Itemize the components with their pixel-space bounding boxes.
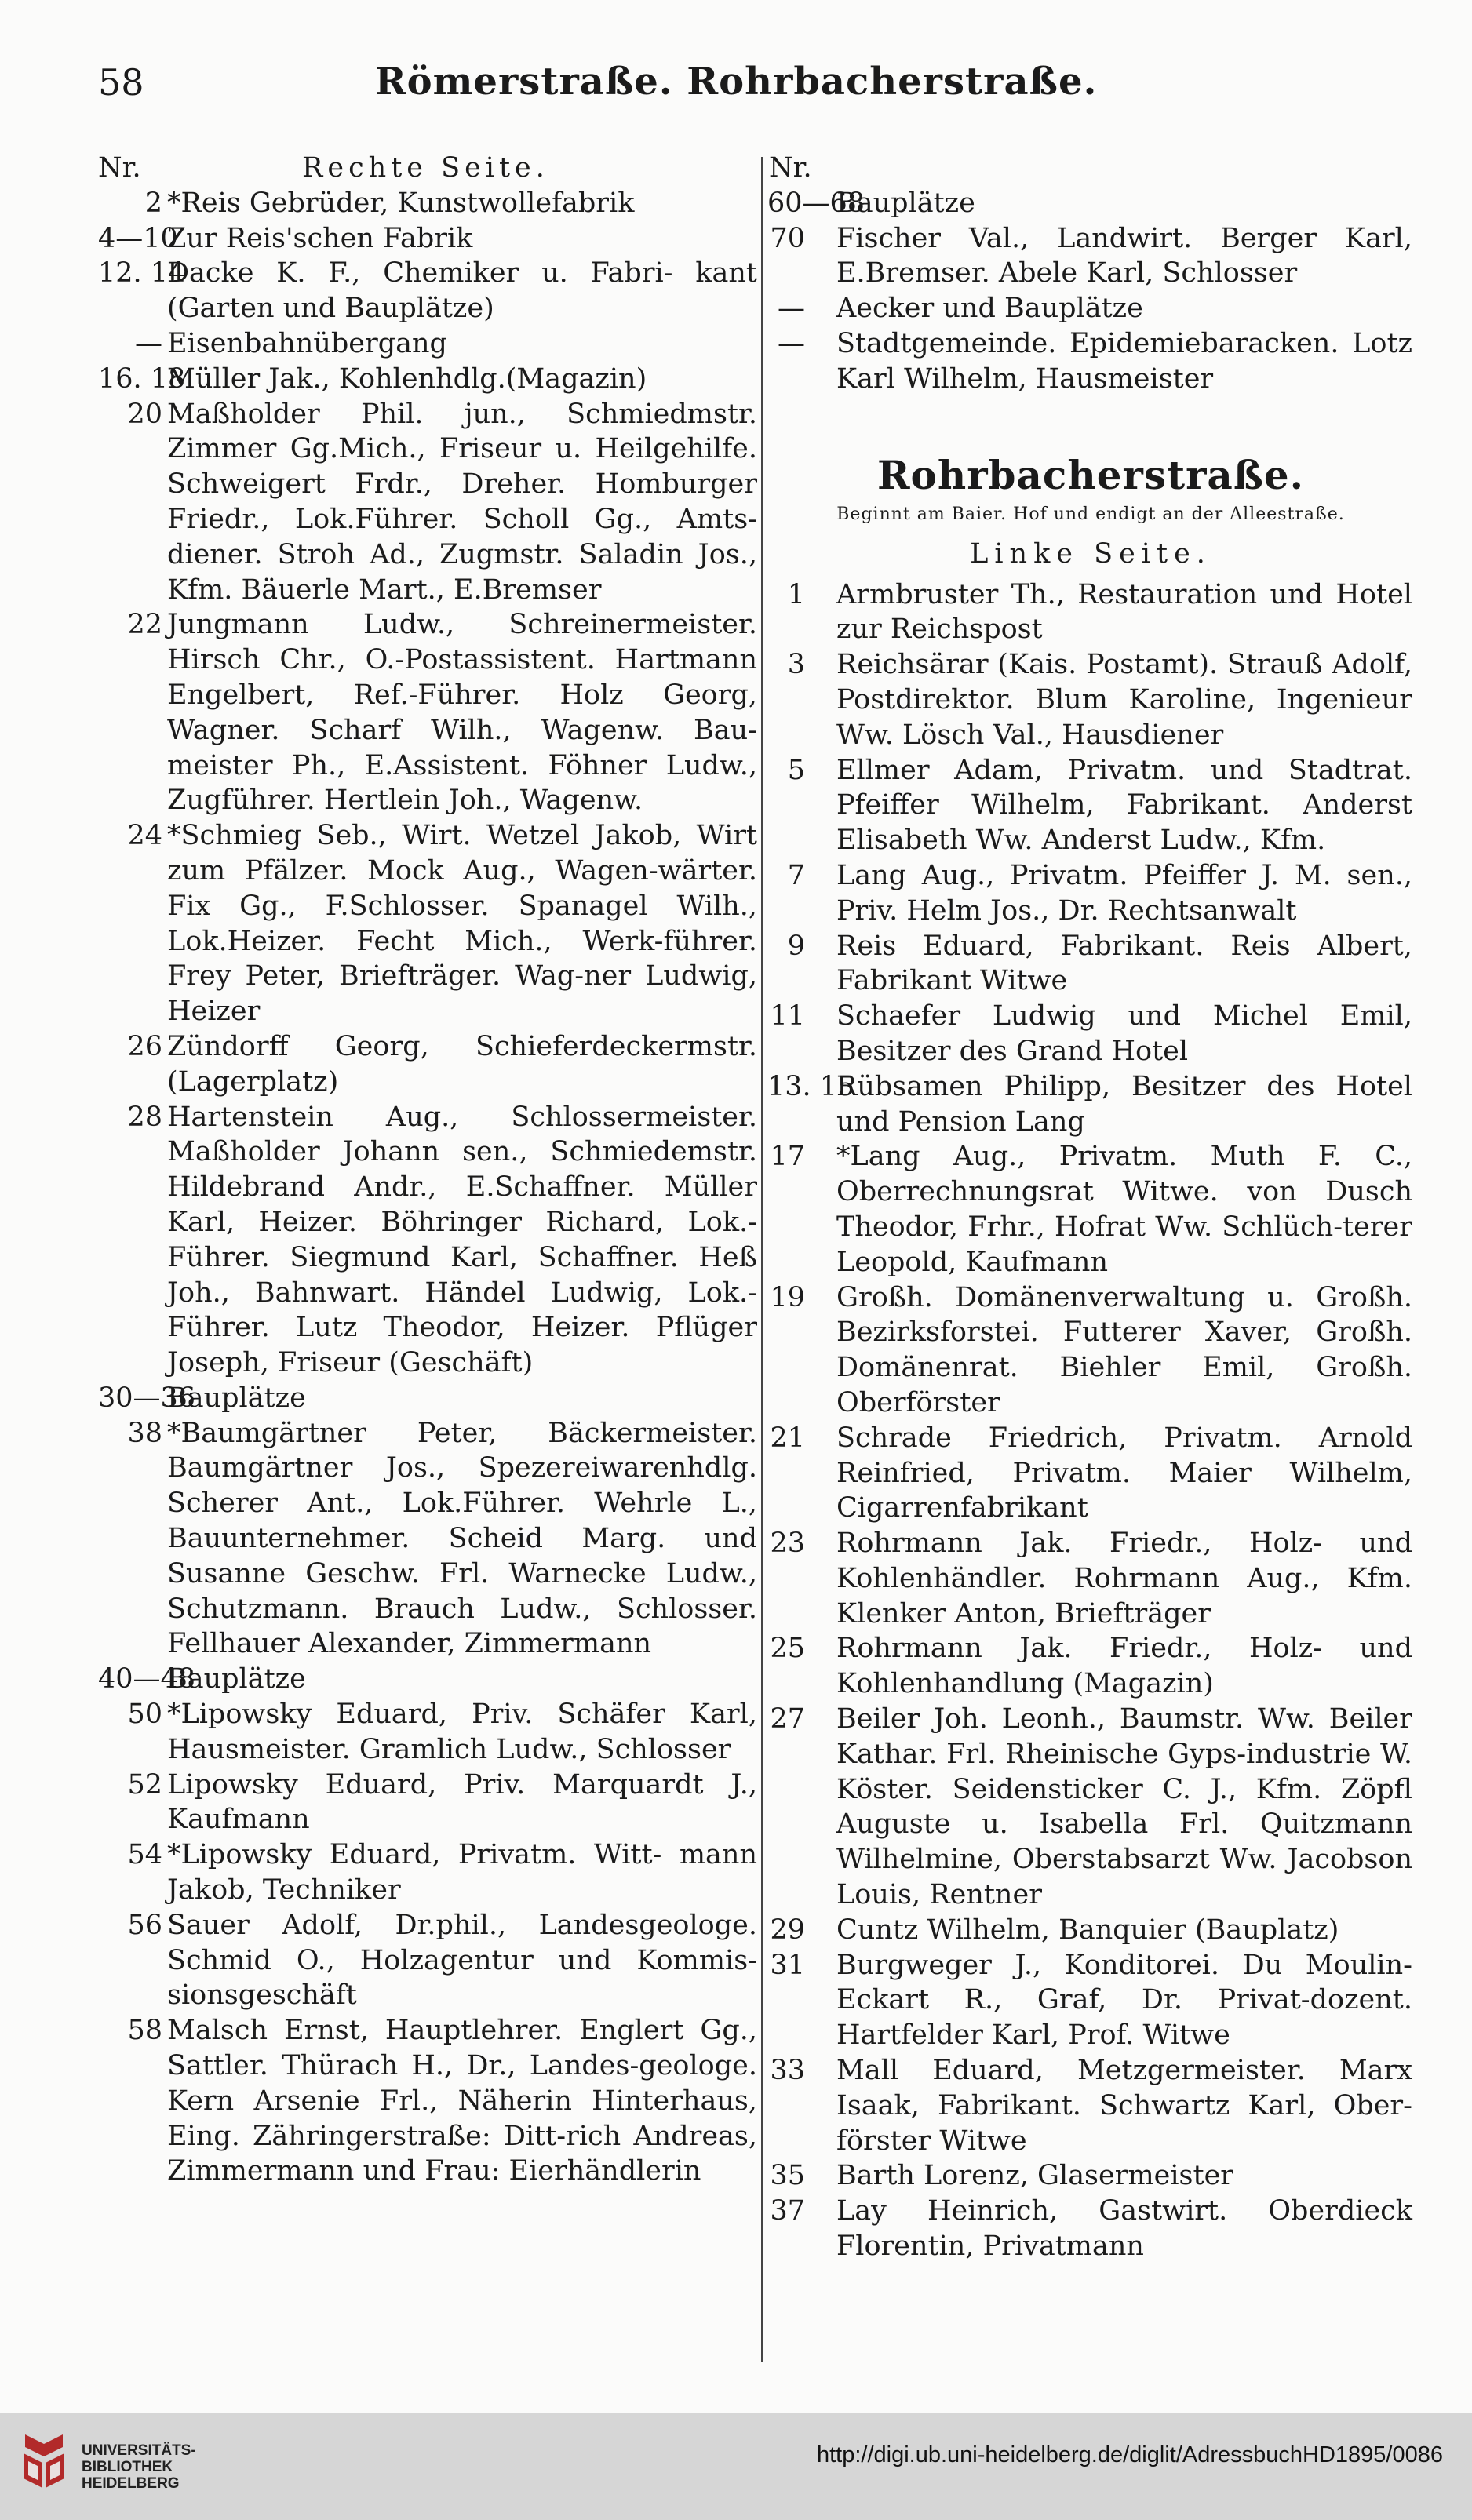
entry-first-line: *Reis Gebrüder, Kunstwollefabrik [167, 187, 635, 219]
house-number: — [135, 327, 162, 359]
resident-text [836, 2053, 1412, 2158]
entry-first-line: *Schmieg Seb., Wirt. Wetzel Jakob, [167, 820, 682, 852]
resident-text [836, 291, 1412, 326]
directory-entry [769, 186, 1412, 221]
directory-entry [769, 221, 1412, 292]
directory-entry [98, 1662, 757, 1697]
directory-entry [769, 1702, 1412, 1913]
side-heading-right: Rechte Seite. [302, 152, 549, 184]
house-number: 7 [787, 859, 805, 891]
directory-entry [769, 326, 1412, 397]
directory-entry [769, 577, 1412, 648]
entry-first-line: Bauplätze [836, 187, 975, 219]
house-number: 33 [770, 2055, 805, 2087]
entry-continuation: Adolf, Postdirektor. Blum Karoline, Ingenieur Ww. Lösch Val., Hausdiener [836, 649, 1412, 751]
resident-text [836, 1702, 1412, 1913]
directory-entry [98, 397, 757, 608]
directory-entry [98, 1100, 757, 1381]
directory-entry [98, 1381, 757, 1416]
directory-entry [98, 186, 757, 221]
directory-entry [769, 1421, 1412, 1526]
entry-first-line: Lay Heinrich, Gastwirt. Oberdieck [836, 2195, 1412, 2227]
directory-entry [769, 291, 1412, 326]
entry-continuation: Isaak, Fabrikant. Schwartz Karl, Ober-förster Witwe [836, 2089, 1412, 2157]
entry-first-line: Hartenstein Aug., Schlossermeister. [167, 1101, 757, 1133]
entry-first-line: Reichsärar (Kais. Postamt). Strauß [836, 649, 1323, 681]
entry-continuation: Reinfried, Privatm. Maier Wilhelm, Cigarrenfabrikant [836, 1457, 1412, 1524]
house-number: 23 [770, 1528, 805, 1560]
resident-text [167, 1837, 757, 1908]
house-number: 11 [770, 1000, 805, 1032]
directory-entry [98, 1837, 757, 1908]
entry-first-line: Rübsamen Philipp, Besitzer des [836, 1070, 1315, 1102]
house-number: 19 [770, 1281, 805, 1313]
house-number: 40—48 [98, 1663, 196, 1695]
house-number: 4—10 [98, 222, 178, 254]
entry-continuation: Hotel zur Reichspost [836, 578, 1412, 646]
entry-continuation: Kohlenhändler. Rohrmann Aug., Kfm. Klenker Anton, Briefträger [836, 1562, 1412, 1630]
entry-first-line: *Lipowsky Eduard, Privatm. Witt- [167, 1839, 662, 1871]
entry-first-line: Reis Eduard, Fabrikant. Reis Albert, [836, 930, 1412, 962]
directory-entry [769, 647, 1412, 752]
right-column [769, 151, 1412, 2264]
house-number: 54 [127, 1839, 162, 1871]
right-column-header [769, 151, 1412, 186]
resident-text [167, 1768, 757, 1838]
entry-first-line: Dacke K. F., Chemiker u. Fabri- [167, 257, 673, 290]
entry-continuation: Baumgärtner Jos., Spezereiwarenhdlg. Scherer Ant., Lok.Führer. Wehrle L., Bauunternehmer. Scheid Marg. und Susanne Geschw. Frl. Warnecke Ludw., Schutzmann. Brauch Ludw., Schlosser. Fellhauer Alexander, Zimmermann [167, 1452, 757, 1660]
house-number: 28 [127, 1101, 162, 1133]
directory-entry [769, 1280, 1412, 1421]
entry-continuation: Pfeiffer Wilhelm, Fabrikant. Anderst Elisabeth Ww. Anderst Ludw., Kfm. [836, 789, 1412, 857]
institution-line: BIBLIOTHEK [82, 2459, 173, 2475]
house-number: 35 [770, 2160, 805, 2192]
entry-continuation: Gg., Sattler. Thürach H., Dr., Landes-geologe. Kern Arsenie Frl., Näherin Hinterhaus, Eing. Zähringerstraße: Ditt-rich Andreas, Zimmermann und Frau: Eierhändlerin [167, 2015, 757, 2187]
entry-first-line: Bauplätze [167, 1382, 306, 1414]
entry-continuation: kant (Garten und Bauplätze) [167, 257, 757, 325]
entry-first-line: Lipowsky Eduard, Priv. Marquardt [167, 1768, 704, 1801]
house-number-heading: Nr. [769, 152, 812, 184]
house-number: 12. 14 [98, 257, 186, 290]
resident-text [836, 753, 1412, 858]
house-number: 20 [127, 398, 162, 430]
house-number: 2 [144, 187, 162, 219]
house-number: 1 [787, 578, 805, 610]
entry-first-line: Maßholder Phil. jun., Schmiedmstr. [167, 398, 757, 430]
entry-first-line: Sauer Adolf, Dr.phil., Landesgeologe. [167, 1909, 757, 1941]
entry-first-line: Großh. Domänenverwaltung u. [836, 1281, 1294, 1313]
entry-continuation: (Lagerplatz) [167, 1065, 339, 1098]
entry-first-line: *Lipowsky Eduard, Priv. Schäfer [167, 1699, 665, 1731]
institution-name [82, 2442, 196, 2492]
entry-first-line: Zündorff Georg, Schieferdeckermstr. [167, 1030, 757, 1062]
entry-first-line: Cuntz Wilhelm, Banquier (Bauplatz) [836, 1914, 1339, 1946]
entry-first-line: Rohrmann Jak. Friedr., Holz- und [836, 1528, 1412, 1560]
entry-first-line: *Lang Aug., Privatm. Muth F. C., [836, 1141, 1412, 1173]
entry-continuation: Zimmer Gg.Mich., Friseur u. Heilgehilfe. Schweigert Frdr., Dreher. Homburger Friedr., Lok.Führer. Scholl Gg., Amts-diener. Stroh Ad., Zugmstr. Saladin Jos., Kfm. Bäuerle Mart., E.Bremser [167, 433, 757, 606]
resident-text [167, 607, 757, 818]
left-column-header [98, 151, 757, 186]
resident-text [167, 326, 757, 362]
directory-entry [98, 326, 757, 362]
entry-continuation: J., Kaufmann [167, 1768, 757, 1836]
resident-text [167, 1908, 757, 2013]
entry-first-line: Beiler Joh. Leonh., Baumstr. Ww. [836, 1703, 1315, 1735]
resident-text [836, 1526, 1412, 1631]
institution-line: UNIVERSITÄTS- [82, 2442, 196, 2459]
house-number: 27 [770, 1703, 805, 1735]
resident-text [836, 221, 1412, 292]
directory-entry [769, 858, 1412, 929]
entry-continuation: mann Jakob, Techniker [167, 1839, 757, 1906]
entry-continuation: Wirt zum Pfälzer. Mock Aug., Wagen-wärter. Fix Gg., F.Schlosser. Spanagel Wilh., Lok.Heizer. Fecht Mich., Werk-führer. Frey Peter, Briefträger. Wag-ner Ludwig, Heizer [167, 820, 757, 1028]
entry-continuation: Oberrechnungsrat Witwe. von Dusch Theodor, Frhr., Hofrat Ww. Schlüch-terer Leopold, Kaufmann [836, 1176, 1412, 1278]
house-number: 9 [787, 930, 805, 962]
directory-entry [769, 1139, 1412, 1280]
directory-entry [769, 1069, 1412, 1140]
resident-text [836, 929, 1412, 1000]
resident-text [836, 1948, 1412, 2053]
entry-continuation: Moulin-Eckart R., Graf, Dr. Privat-dozent. Hartfelder Karl, Prof. Witwe [836, 1949, 1412, 2052]
directory-entry [98, 2013, 757, 2189]
directory-entry [769, 2053, 1412, 2158]
entry-first-line: Ellmer Adam, Privatm. und Stadtrat. [836, 754, 1412, 786]
house-number: 31 [770, 1949, 805, 1981]
directory-entry [98, 607, 757, 818]
resident-text [836, 1069, 1412, 1140]
resident-text [167, 1662, 757, 1697]
resident-text [167, 256, 757, 326]
resident-text [167, 397, 757, 608]
directory-entry [769, 1526, 1412, 1631]
directory-entry [98, 362, 757, 397]
resident-text [836, 326, 1412, 397]
entry-first-line: Fischer Val., Landwirt. Berger Karl, [836, 222, 1412, 254]
house-number: 24 [127, 820, 162, 852]
roemerstrasse-continuation [769, 186, 1412, 397]
house-number: 70 [770, 222, 805, 254]
entry-first-line: Barth Lorenz, Glasermeister [836, 2160, 1234, 2192]
entry-continuation: Florentin, Privatmann [836, 2230, 1144, 2263]
house-number: 26 [127, 1030, 162, 1062]
house-number: 22 [127, 609, 162, 641]
entry-first-line: Rohrmann Jak. Friedr., Holz- und [836, 1633, 1412, 1665]
resident-text [836, 577, 1412, 648]
resident-text [836, 1421, 1412, 1526]
resident-text [167, 1697, 757, 1768]
source-url[interactable]: http://digi.ub.uni-heidelberg.de/diglit/AdressbuchHD1895/0086 [816, 2442, 1443, 2467]
resident-text [836, 999, 1412, 1069]
entry-continuation: E.Bremser. Abele Karl, Schlosser [836, 257, 1298, 290]
footer-bar [0, 2413, 1472, 2520]
entry-first-line: Lang Aug., Privatm. Pfeiffer J. M. [836, 859, 1332, 891]
directory-entry [98, 1416, 757, 1662]
page-number: 58 [98, 61, 144, 104]
house-number: — [778, 293, 805, 325]
directory-entry [98, 1697, 757, 1768]
resident-text [836, 858, 1412, 929]
entry-first-line: Schrade Friedrich, Privatm. Arnold [836, 1422, 1412, 1454]
entry-first-line: Malsch Ernst, Hauptlehrer. Englert [167, 2015, 684, 2047]
house-number: 17 [770, 1141, 805, 1173]
entry-continuation: Beiler Kathar. Frl. Rheinische Gyps-industrie W. Köster. Seidensticker C. J., Kfm. Zöpfl Auguste u. Isabella Frl. Quitzmann Wilhelmine, Oberstabsarzt Ww. Jacobson Louis, Rentner [836, 1703, 1412, 1911]
house-number: — [778, 327, 805, 359]
resident-text [836, 647, 1412, 752]
resident-text [167, 221, 757, 257]
resident-text [836, 2194, 1412, 2264]
house-number: 13. 15 [767, 1070, 855, 1102]
entry-continuation: Lotz Karl Wilhelm, Hausmeister [836, 327, 1412, 395]
entry-first-line: Armbruster Th., Restauration und [836, 578, 1324, 610]
column-divider [761, 157, 763, 2362]
entry-first-line: Jungmann Ludw., Schreinermeister. [167, 609, 757, 641]
house-number-heading: Nr. [98, 152, 141, 184]
resident-text [167, 2013, 757, 2189]
institution-line: HEIDELBERG [82, 2475, 180, 2492]
left-column [98, 151, 757, 2189]
house-number: 30—36 [98, 1382, 196, 1414]
directory-entry [98, 818, 757, 1029]
resident-text [836, 2158, 1412, 2194]
directory-entry [769, 999, 1412, 1069]
directory-entry [769, 2158, 1412, 2194]
street-title: Rohrbacherstraße. [876, 451, 1305, 498]
directory-entry [769, 1948, 1412, 2053]
resident-text [167, 1029, 757, 1100]
resident-text [167, 1381, 757, 1416]
entry-continuation: Hotel und Pension Lang [836, 1070, 1412, 1138]
resident-text [167, 186, 757, 221]
directory-entry [769, 2194, 1412, 2264]
directory-entry [769, 753, 1412, 858]
house-number: 38 [127, 1417, 162, 1449]
directory-entry [98, 1768, 757, 1838]
resident-text [836, 1631, 1412, 1702]
entry-continuation: Karl, Hausmeister. Gramlich Ludw., Schlosser [167, 1699, 757, 1765]
entry-continuation: Großh. Bezirksforstei. Futterer Xaver, Großh. Domänenrat. Biehler Emil, Großh. Oberförster [836, 1281, 1412, 1418]
resident-text [836, 186, 1412, 221]
directory-entry [769, 929, 1412, 1000]
resident-text [836, 1139, 1412, 1280]
university-seal-icon [17, 2430, 72, 2491]
directory-entry [769, 1631, 1412, 1702]
entry-first-line: Zur Reis'schen Fabrik [167, 222, 473, 254]
side-heading-left: Linke Seite. [970, 537, 1211, 570]
house-number: 21 [770, 1422, 805, 1454]
entry-continuation: Besitzer des Grand Hotel [836, 1035, 1189, 1067]
entry-continuation: Kohlenhandlung (Magazin) [836, 1668, 1214, 1700]
resident-text [836, 1913, 1412, 1948]
resident-text [167, 818, 757, 1029]
page-header [0, 0, 1472, 149]
entry-first-line: Mall Eduard, Metzgermeister. Marx [836, 2055, 1412, 2087]
directory-entry [98, 256, 757, 326]
resident-text [167, 1416, 757, 1662]
entry-first-line: Schaefer Ludwig und Michel Emil, [836, 1000, 1412, 1032]
house-number: 3 [787, 649, 805, 681]
entry-continuation: Fabrikant Witwe [836, 965, 1068, 997]
house-number: 5 [787, 754, 805, 786]
entry-first-line: Stadtgemeinde. Epidemiebaracken. [836, 327, 1339, 359]
house-number: 50 [127, 1699, 162, 1731]
house-number: 56 [127, 1909, 162, 1941]
resident-text [167, 1100, 757, 1381]
house-number: 60—68 [767, 187, 865, 219]
entry-first-line: *Baumgärtner Peter, Bäckermeister. [167, 1417, 757, 1449]
entry-continuation: Schmid O., Holzagentur und Kommis-sionsgeschäft [167, 1944, 757, 2012]
entry-continuation: sen., Priv. Helm Jos., Dr. Rechtsanwalt [836, 859, 1412, 927]
house-number: 52 [127, 1768, 162, 1801]
entry-first-line: Aecker und Bauplätze [836, 293, 1143, 325]
entry-continuation: Maßholder Johann sen., Schmiedemstr. Hildebrand Andr., E.Schaffner. Müller Karl, Heizer. Böhringer Richard, Lok.-Führer. Siegmund Karl, Schaffner. Heß Joh., Bahnwart. Händel Ludwig, Lok.-Führer. Lutz Theodor, Heizer. Pflüger Joseph, Friseur (Geschäft) [167, 1136, 757, 1379]
entry-continuation: Hirsch Chr., O.-Postassistent. Hartmann Engelbert, Ref.-Führer. Holz Georg, Wagner. Scharf Wilh., Wagenw. Bau-meister Ph., E.Assistent. Föhner Ludw., Zugführer. Hertlein Joh., Wagenw. [167, 644, 757, 817]
entry-first-line: Eisenbahnübergang [167, 327, 447, 359]
resident-text [167, 362, 757, 397]
directory-entry [98, 1908, 757, 2013]
entry-first-line: Burgweger J., Konditorei. Du [836, 1949, 1283, 1981]
entry-first-line: Bauplätze [167, 1663, 306, 1695]
house-number: 25 [770, 1633, 805, 1665]
house-number: 29 [770, 1914, 805, 1946]
house-number: 58 [127, 2015, 162, 2047]
directory-entry [769, 1913, 1412, 1948]
directory-entry [98, 221, 757, 257]
running-title: Römerstraße. Rohrbacherstraße. [374, 60, 1098, 104]
directory-entry [98, 1029, 757, 1100]
resident-text [836, 1280, 1412, 1421]
entry-first-line: Müller Jak., Kohlenhdlg.(Magazin) [167, 362, 647, 395]
street-description: Beginnt am Baier. Hof und endigt an der Alleestraße. [836, 504, 1345, 524]
house-number: 37 [770, 2195, 805, 2227]
rohrbacherstrasse-entries [769, 577, 1412, 2264]
house-number: 16. 18 [98, 362, 186, 395]
